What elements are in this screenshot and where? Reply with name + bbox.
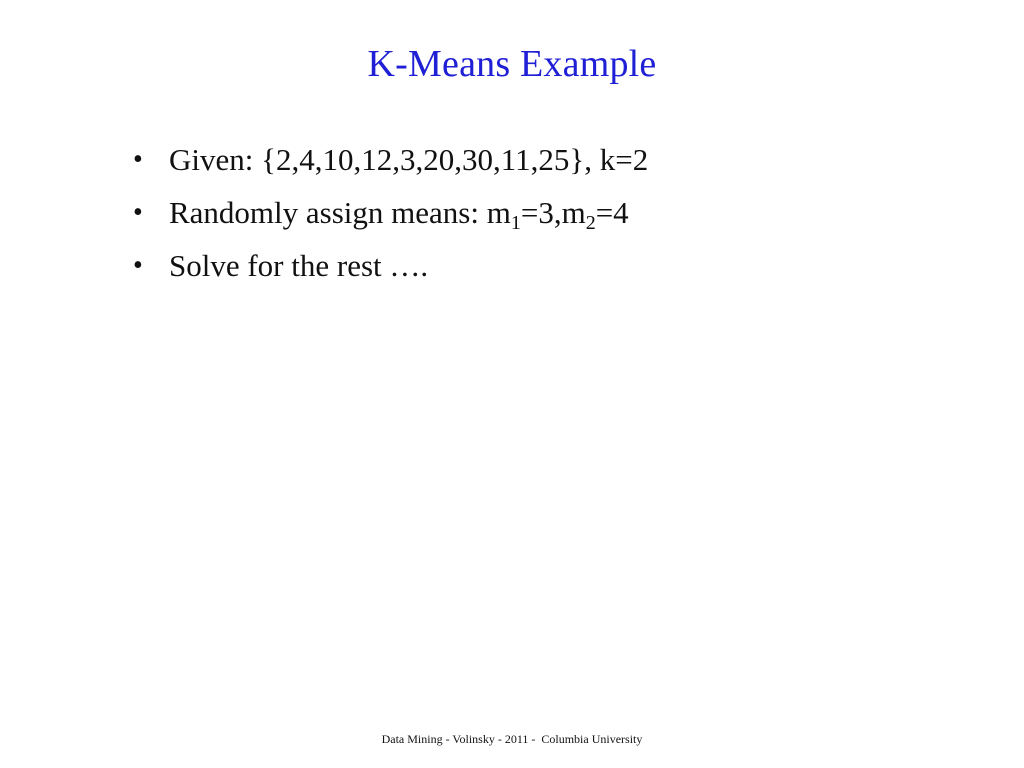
assign-means-middle: =3,m — [520, 195, 586, 230]
slide-footer: Data Mining - Volinsky - 2011 - Columbia University — [381, 732, 643, 746]
bullet-item-assign-means — [133, 191, 953, 244]
bullet-text-given: Given: {2,4,10,12,3,20,30,11,25}, k=2 — [169, 142, 649, 177]
assign-means-suffix: =4 — [595, 195, 629, 230]
bullet-icon: • — [133, 197, 143, 228]
bullet-icon: • — [133, 144, 143, 175]
slide-title: K-Means Example — [367, 43, 657, 85]
bullet-text-assign-means — [169, 191, 629, 235]
bullet-item-solve — [133, 244, 953, 297]
bullet-item-given — [133, 138, 953, 191]
bullet-icon: • — [133, 250, 143, 281]
mean-subscript-1: 1 — [510, 212, 521, 234]
mean-subscript-2: 2 — [585, 212, 596, 234]
bullet-list — [133, 138, 953, 297]
bullet-text-solve: Solve for the rest …. — [169, 248, 429, 283]
assign-means-prefix: Randomly assign means: m — [169, 195, 511, 230]
